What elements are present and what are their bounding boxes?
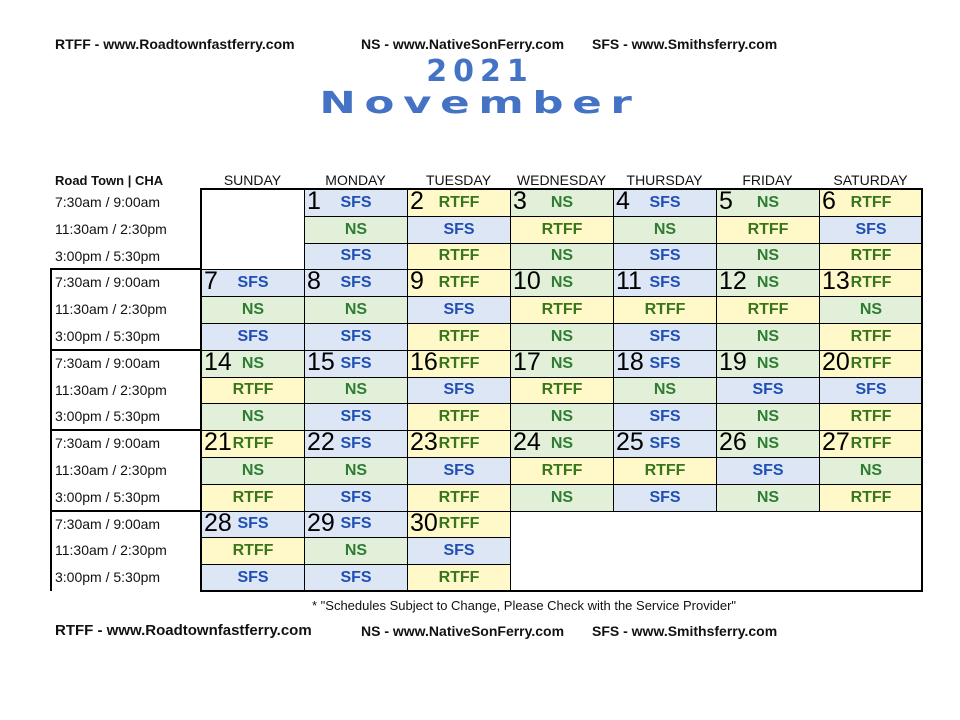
day-number: 25	[616, 428, 644, 457]
ferry-slot	[304, 377, 408, 405]
ferry-slot	[819, 403, 923, 431]
operator-code: RTFF	[541, 301, 583, 319]
time-label: 3:00pm / 5:30pm	[55, 569, 161, 586]
day-header: SUNDAY	[223, 172, 282, 188]
operator-code: RTFF	[541, 381, 583, 399]
operator-code: SFS	[752, 461, 784, 479]
operator-code: NS	[550, 435, 574, 453]
day-number: 17	[513, 347, 541, 376]
operator-code: SFS	[340, 354, 372, 372]
empty-slot	[201, 216, 305, 244]
operator-code: NS	[756, 274, 780, 292]
operator-code: RTFF	[438, 488, 480, 506]
day-number: 30	[410, 508, 438, 537]
empty-slot	[510, 511, 614, 539]
week-separator	[50, 349, 201, 351]
ferry-slot	[510, 216, 614, 244]
time-label: 11:30am / 2:30pm	[55, 381, 167, 398]
ferry-slot	[201, 377, 305, 405]
operator-code: SFS	[340, 515, 372, 533]
schedule-note: * "Schedules Subject to Change, Please Check with the Service Provider"	[312, 598, 737, 613]
day-number: 15	[307, 347, 335, 376]
calendar-grid	[201, 189, 922, 591]
empty-slot	[716, 511, 820, 539]
operator-code: RTFF	[232, 381, 274, 399]
ferry-slot	[201, 484, 305, 512]
day-number: 2	[410, 187, 424, 215]
ferry-slot	[819, 457, 923, 485]
operator-code: SFS	[340, 274, 372, 292]
ferry-slot	[510, 457, 614, 485]
ferry-slot	[407, 243, 511, 271]
day-number: 28	[204, 508, 232, 537]
ferry-slot	[716, 403, 820, 431]
ferry-slot	[304, 296, 408, 324]
day-number: 9	[410, 267, 424, 296]
ferry-slot	[716, 377, 820, 405]
ferry-slot	[510, 403, 614, 431]
day-header: THURSDAY	[626, 172, 703, 188]
day-number: 5	[719, 187, 733, 215]
ferry-slot	[613, 403, 717, 431]
ferry-slot	[304, 216, 408, 244]
ferry-slot	[716, 457, 820, 485]
operator-code: RTFF	[644, 301, 686, 319]
time-label: 3:00pm / 5:30pm	[55, 328, 161, 344]
operator-code: NS	[756, 435, 780, 453]
ferry-slot	[407, 484, 511, 512]
operator-code: SFS	[340, 569, 372, 587]
ferry-slot	[201, 457, 305, 485]
operator-code: NS	[550, 408, 574, 426]
operator-code: NS	[241, 408, 265, 426]
operator-code: SFS	[649, 408, 681, 426]
header-ns: NS - www.NativeSonFerry.com	[361, 36, 565, 52]
operator-code: NS	[859, 461, 883, 479]
ferry-slot	[613, 296, 717, 324]
operator-code: RTFF	[850, 274, 892, 292]
operator-code: SFS	[237, 274, 269, 292]
footer-ns: NS - www.NativeSonFerry.com	[361, 623, 565, 639]
ferry-slot	[819, 216, 923, 244]
day-header: WEDNESDAY	[516, 172, 607, 188]
ferry-slot	[716, 296, 820, 324]
operator-code: RTFF	[541, 461, 583, 479]
day-number: 3	[513, 187, 527, 215]
header-rtff: RTFF - www.Roadtownfastferry.com	[55, 36, 295, 52]
operator-code: NS	[241, 354, 265, 372]
operator-code: NS	[550, 354, 574, 372]
ferry-slot	[407, 537, 511, 565]
day-header: SATURDAY	[833, 172, 908, 188]
time-label: 3:00pm / 5:30pm	[55, 488, 161, 505]
ferry-slot	[407, 457, 511, 485]
operator-code: NS	[756, 193, 780, 211]
day-number: 7	[204, 267, 218, 296]
ferry-slot	[819, 243, 923, 271]
operator-code: RTFF	[850, 354, 892, 372]
ferry-slot	[304, 484, 408, 512]
operator-code: RTFF	[232, 435, 274, 453]
operator-code: NS	[756, 488, 780, 506]
operator-code: SFS	[340, 247, 372, 265]
empty-slot	[613, 537, 717, 565]
empty-slot	[201, 243, 305, 271]
ferry-slot	[407, 323, 511, 351]
week-bracket	[50, 350, 52, 430]
empty-slot	[716, 537, 820, 565]
ferry-slot	[304, 403, 408, 431]
empty-slot	[613, 564, 717, 592]
day-number: 18	[616, 347, 644, 376]
ferry-slot	[613, 243, 717, 271]
operator-code: NS	[756, 408, 780, 426]
operator-code: SFS	[649, 435, 681, 453]
day-number: 20	[822, 347, 850, 376]
empty-slot	[819, 537, 923, 565]
ferry-slot	[201, 564, 305, 592]
operator-code: NS	[344, 301, 368, 319]
day-number: 1	[307, 187, 321, 215]
operator-code: NS	[344, 220, 368, 238]
day-header: FRIDAY	[742, 172, 793, 188]
day-number: 21	[204, 428, 232, 457]
empty-slot	[716, 564, 820, 592]
ferry-slot	[201, 537, 305, 565]
time-label: 7:30am / 9:00am	[55, 194, 161, 210]
day-number: 22	[307, 428, 335, 457]
operator-code: RTFF	[438, 193, 480, 211]
ferry-slot	[819, 484, 923, 512]
time-label: 11:30am / 2:30pm	[55, 220, 167, 237]
header-sfs: SFS - www.Smithsferry.com	[592, 36, 778, 52]
empty-slot	[613, 511, 717, 539]
operator-code: RTFF	[644, 461, 686, 479]
day-number: 26	[719, 428, 747, 457]
operator-code: SFS	[649, 247, 681, 265]
day-number: 8	[307, 267, 321, 296]
operator-code: SFS	[649, 354, 681, 372]
footer-sfs: SFS - www.Smithsferry.com	[592, 623, 778, 639]
week-separator	[50, 510, 201, 512]
ferry-slot	[407, 216, 511, 244]
ferry-slot	[201, 403, 305, 431]
ferry-slot	[304, 537, 408, 565]
day-number: 27	[822, 428, 850, 457]
day-header: TUESDAY	[425, 172, 492, 188]
operator-code: NS	[550, 327, 574, 345]
operator-code: NS	[241, 301, 265, 319]
title-year: 2021	[426, 54, 534, 89]
ferry-slot	[510, 377, 614, 405]
operator-code: NS	[344, 381, 368, 399]
empty-slot	[510, 537, 614, 565]
operator-code: NS	[756, 354, 780, 372]
ferry-slot	[407, 296, 511, 324]
operator-code: NS	[550, 274, 574, 292]
operator-code: NS	[550, 247, 574, 265]
day-number: 11	[616, 267, 642, 296]
operator-code: RTFF	[232, 488, 274, 506]
operator-code: SFS	[443, 381, 475, 399]
operator-code: RTFF	[438, 354, 480, 372]
operator-code: NS	[550, 488, 574, 506]
operator-code: NS	[344, 542, 368, 560]
operator-code: SFS	[237, 515, 269, 533]
time-label: 7:30am / 9:00am	[55, 435, 161, 452]
ferry-slot	[716, 243, 820, 271]
ferry-slot	[613, 484, 717, 512]
time-label: 11:30am / 2:30pm	[55, 462, 167, 478]
operator-code: SFS	[649, 193, 681, 211]
day-number: 10	[513, 267, 541, 296]
empty-slot	[819, 564, 923, 592]
ferry-slot	[510, 323, 614, 351]
ferry-slot	[613, 323, 717, 351]
operator-code: RTFF	[541, 220, 583, 238]
ferry-slot	[407, 377, 511, 405]
operator-code: RTFF	[850, 488, 892, 506]
route-legend: Road Town | CHA	[55, 173, 164, 188]
operator-code: RTFF	[438, 274, 480, 292]
operator-code: SFS	[237, 327, 269, 345]
operator-code: SFS	[752, 381, 784, 399]
ferry-slot	[716, 484, 820, 512]
day-number: 24	[513, 428, 541, 457]
operator-code: SFS	[340, 435, 372, 453]
operator-code: RTFF	[438, 435, 480, 453]
ferry-slot	[510, 243, 614, 271]
operator-code: RTFF	[438, 408, 480, 426]
empty-slot	[201, 189, 305, 217]
operator-code: RTFF	[747, 301, 789, 319]
operator-code: SFS	[443, 301, 475, 319]
time-label: 3:00pm / 5:30pm	[55, 408, 161, 425]
operator-code: NS	[653, 220, 677, 238]
ferry-slot	[407, 564, 511, 592]
ferry-slot	[304, 457, 408, 485]
day-number: 16	[410, 347, 438, 376]
day-number: 19	[719, 347, 747, 376]
ferry-slot	[304, 323, 408, 351]
ferry-slot	[510, 484, 614, 512]
ferry-slot	[201, 323, 305, 351]
operator-code: SFS	[443, 542, 475, 560]
operator-code: NS	[550, 193, 574, 211]
ferry-slot	[819, 296, 923, 324]
operator-code: SFS	[443, 220, 475, 238]
time-label: 7:30am / 9:00am	[55, 274, 161, 291]
operator-code: SFS	[649, 274, 681, 292]
week-separator	[50, 429, 201, 431]
operator-code: SFS	[340, 408, 372, 426]
operator-code: SFS	[855, 220, 887, 238]
week-bracket	[50, 430, 52, 510]
time-label: 7:30am / 9:00am	[55, 515, 161, 532]
time-label: 3:00pm / 5:30pm	[55, 247, 161, 264]
operator-code: RTFF	[438, 515, 480, 533]
ferry-slot	[819, 377, 923, 405]
operator-code: NS	[859, 301, 883, 319]
ferry-slot	[304, 564, 408, 592]
week-bracket	[50, 269, 52, 349]
operator-code: SFS	[237, 569, 269, 587]
empty-slot	[819, 511, 923, 539]
operator-code: SFS	[855, 381, 887, 399]
operator-code: RTFF	[850, 327, 892, 345]
operator-code: SFS	[340, 327, 372, 345]
operator-code: RTFF	[438, 569, 480, 587]
day-number: 6	[822, 187, 836, 215]
operator-code: RTFF	[850, 247, 892, 265]
ferry-slot	[613, 377, 717, 405]
operator-code: SFS	[443, 461, 475, 479]
day-number: 12	[719, 267, 747, 296]
operator-code: NS	[344, 461, 368, 479]
day-header: MONDAY	[325, 172, 386, 188]
ferry-slot	[613, 216, 717, 244]
operator-code: RTFF	[850, 193, 892, 211]
time-label: 7:30am / 9:00am	[55, 354, 161, 371]
operator-code: NS	[653, 381, 677, 399]
ferry-slot	[510, 296, 614, 324]
ferry-slot	[716, 216, 820, 244]
ferry-slot	[613, 457, 717, 485]
operator-code: NS	[756, 247, 780, 265]
ferry-slot	[716, 323, 820, 351]
ferry-slot	[201, 296, 305, 324]
operator-code: SFS	[649, 327, 681, 345]
title-month: November	[319, 86, 641, 121]
ferry-slot	[304, 243, 408, 271]
operator-code: RTFF	[850, 408, 892, 426]
operator-code: SFS	[649, 488, 681, 506]
day-number: 23	[410, 428, 438, 457]
operator-code: SFS	[340, 193, 372, 211]
ferry-slot	[407, 403, 511, 431]
operator-code: NS	[756, 327, 780, 345]
day-number: 14	[204, 347, 232, 376]
time-label: 11:30am / 2:30pm	[55, 301, 167, 318]
footer-rtff: RTFF - www.Roadtownfastferry.com	[55, 622, 312, 639]
ferry-slot	[819, 323, 923, 351]
week-bracket	[50, 511, 52, 591]
empty-slot	[510, 564, 614, 592]
day-number: 4	[616, 187, 630, 215]
operator-code: NS	[241, 461, 265, 479]
operator-code: SFS	[340, 488, 372, 506]
day-number: 29	[307, 508, 335, 537]
operator-code: RTFF	[747, 220, 789, 238]
operator-code: RTFF	[438, 327, 480, 345]
week-separator	[50, 268, 201, 270]
day-number: 13	[822, 267, 850, 296]
operator-code: RTFF	[232, 542, 274, 560]
operator-code: RTFF	[438, 247, 480, 265]
time-label: 11:30am / 2:30pm	[55, 542, 167, 559]
operator-code: RTFF	[850, 435, 892, 453]
